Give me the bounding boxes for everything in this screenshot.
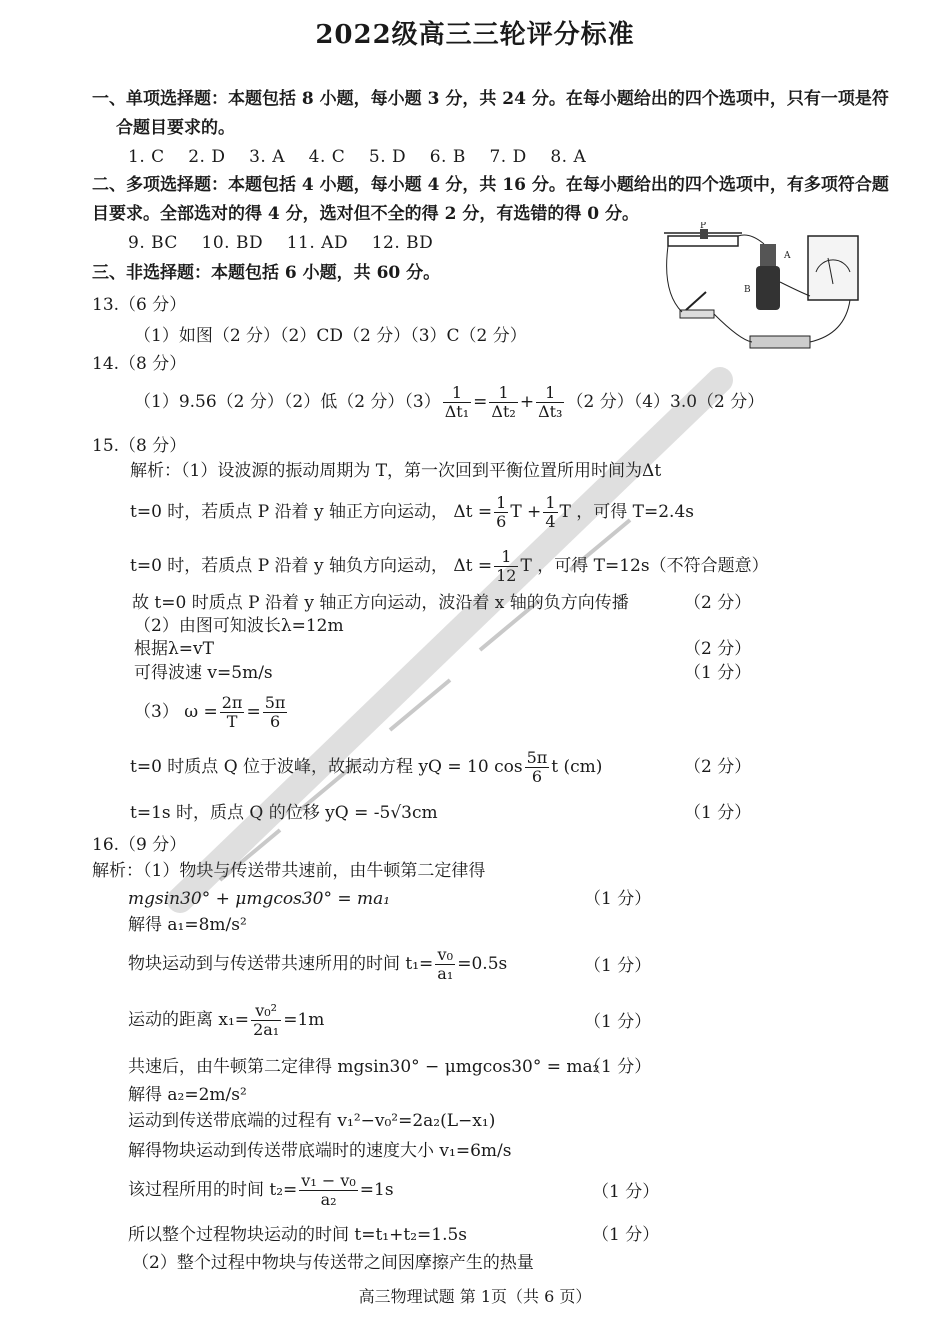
label-p: P — [700, 222, 707, 231]
watermark-glyph-strokes — [220, 520, 630, 880]
q16-line10-score: （1 分） — [592, 1182, 660, 1202]
section1-answers: 1. C 2. D 3. A 4. C 5. D 6. B 7. D 8. A — [128, 147, 587, 167]
q16-line2-score: （1 分） — [584, 889, 652, 909]
switch-lever — [686, 292, 706, 310]
coil-b — [756, 266, 780, 310]
q14-eq: = — [473, 392, 488, 412]
q15-line7: 可得波速 v=5m/s — [134, 663, 273, 683]
q15-line4-score: （2 分） — [684, 593, 752, 613]
q15-line6-score: （2 分） — [684, 639, 752, 659]
q15-line2: t=0 时，若质点 P 沿着 y 轴正方向运动， Δt = $\frac{1}{6}$ T + $\frac{1}{4}$ T ，可得 T=2.4s — [130, 493, 694, 531]
q16-line10: 该过程所用的时间 t₂= $\frac{\text{v₁ − v₀}}{\text{a₂}}$ =1s — [128, 1171, 394, 1209]
label-b: B — [744, 285, 751, 295]
battery — [750, 336, 810, 348]
q15-line10: t=1s 时，质点 Q 的位移 yQ = -5√3cm — [130, 803, 438, 823]
q16-line5: 运动的距离 x₁= $\frac{\text{v₀²}}{\text{2a₁}}$ =1m — [128, 1001, 325, 1039]
galvanometer — [808, 236, 858, 300]
q15-header: 15.（8 分） — [92, 436, 187, 456]
q14-frac3: $\frac{1}{\text{Δt₃}}$ — [538, 383, 563, 421]
q15-line5: （2）由图可知波长λ=12m — [134, 616, 344, 636]
q16-line6-score: （1 分） — [584, 1057, 652, 1077]
wire-1 — [667, 246, 682, 312]
section3-heading: 三、非选择题：本题包括 6 小题，共 60 分。 — [92, 263, 441, 283]
q15-line4: 故 t=0 时质点 P 沿着 y 轴正方向运动，波沿着 x 轴的负方向传播 — [132, 593, 629, 613]
q13-header: 13.（6 分） — [92, 295, 187, 315]
wire-3 — [738, 235, 764, 244]
q14-frac2: $\frac{1}{\text{Δt₂}}$ — [491, 383, 516, 421]
q16-line9: 解得物块运动到传送带底端时的速度大小 v₁=6m/s — [128, 1141, 512, 1161]
q16-line11: 所以整个过程物块运动的时间 t=t₁+t₂=1.5s — [128, 1225, 468, 1245]
q16-line3: 解得 a₁=8m/s² — [128, 915, 247, 935]
q15-line3: t=0 时，若质点 P 沿着 y 轴负方向运动， Δt = $\frac{1}{12}$ T ，可得 T=12s（不符合题意） — [130, 547, 769, 585]
q15-line10-score: （1 分） — [684, 803, 752, 823]
wire-2 — [714, 314, 752, 342]
coil-a — [760, 244, 776, 266]
q16-line8: 运动到传送带底端的过程有 v₁²−v₀²=2a₂(L−x₁) — [128, 1111, 496, 1131]
q15-line8: （3） ω = $\frac{2\pi}{T}$ = $\frac{5\pi}{6}$ — [134, 693, 286, 731]
q16-line12: （2）整个过程中物块与传送带之间因摩擦产生的热量 — [132, 1253, 534, 1273]
q16-line2: mgsin30° + μmgcos30° = ma₁ — [128, 889, 391, 909]
q15-line9: t=0 时质点 Q 位于波峰，故振动方程 yQ = 10 cos $\frac{5\pi}{6}$ t (cm) — [130, 748, 603, 786]
section2-heading: 二、多项选择题：本题包括 4 小题，每小题 4 分，共 16 分。在每小题给出的四个选项中，有多项符合题 — [92, 175, 889, 195]
q16-line11-score: （1 分） — [592, 1225, 660, 1245]
watermark-strokes — [160, 360, 780, 920]
q14-part1: （1）9.56（2 分）（2）低（2 分）（3） — [134, 392, 441, 412]
q16-line5-score: （1 分） — [584, 1012, 652, 1032]
q16-line6: 共速后，由牛顿第二定律得 mgsin30° − μmgcos30° = ma₂ — [128, 1057, 600, 1077]
q15-line7-score: （1 分） — [684, 663, 752, 683]
q15-line6: 根据λ=vT — [134, 639, 214, 659]
q16-line4: 物块运动到与传送带共速所用的时间 t₁= $\frac{\text{v₀}}{\text{a₁}}$ =0.5s — [128, 945, 508, 983]
section2-answers: 9. BC 10. BD 11. AD 12. BD — [128, 233, 434, 253]
section2-heading-cont: 目要求。全部选对的得 4 分，选对但不全的得 2 分，有选错的得 0 分。 — [92, 204, 639, 224]
label-a: A — [784, 251, 791, 261]
q14-header: 14.（8 分） — [92, 354, 187, 374]
circuit-diagram — [660, 222, 865, 354]
section1-heading-cont: 合题目要求的。 — [116, 118, 235, 138]
switch-base — [680, 310, 714, 318]
page-footer: 高三物理试题 第 1页（共 6 页） — [358, 1287, 592, 1306]
q16-line7: 解得 a₂=2m/s² — [128, 1085, 247, 1105]
q14-frac1: $\frac{1}{\text{Δt₁}}$ — [444, 383, 470, 421]
q14-part2: （2 分）（4）3.0（2 分） — [566, 392, 765, 412]
watermark-band — [180, 380, 720, 900]
section1-heading: 一、单项选择题：本题包括 8 小题，每小题 3 分，共 24 分。在每小题给出的四个选项中，只有一项是符 — [92, 89, 889, 109]
q15-line9-score: （2 分） — [684, 757, 752, 777]
q13-answer: （1）如图（2 分）（2）CD（2 分）（3）C（2 分） — [134, 326, 527, 346]
q16-line1: 解析：（1）物块与传送带共速前，由牛顿第二定律得 — [92, 861, 486, 881]
q15-line1: 解析：（1）设波源的振动周期为 T，第一次回到平衡位置所用时间为Δt — [130, 461, 662, 481]
q16-header: 16.（9 分） — [92, 835, 187, 855]
wire-5 — [810, 300, 850, 342]
page-title: 2022级高三三轮评分标准 — [315, 20, 635, 50]
wire-4 — [780, 282, 810, 296]
q16-line4-score: （1 分） — [584, 956, 652, 976]
q14-plus: + — [519, 392, 535, 412]
